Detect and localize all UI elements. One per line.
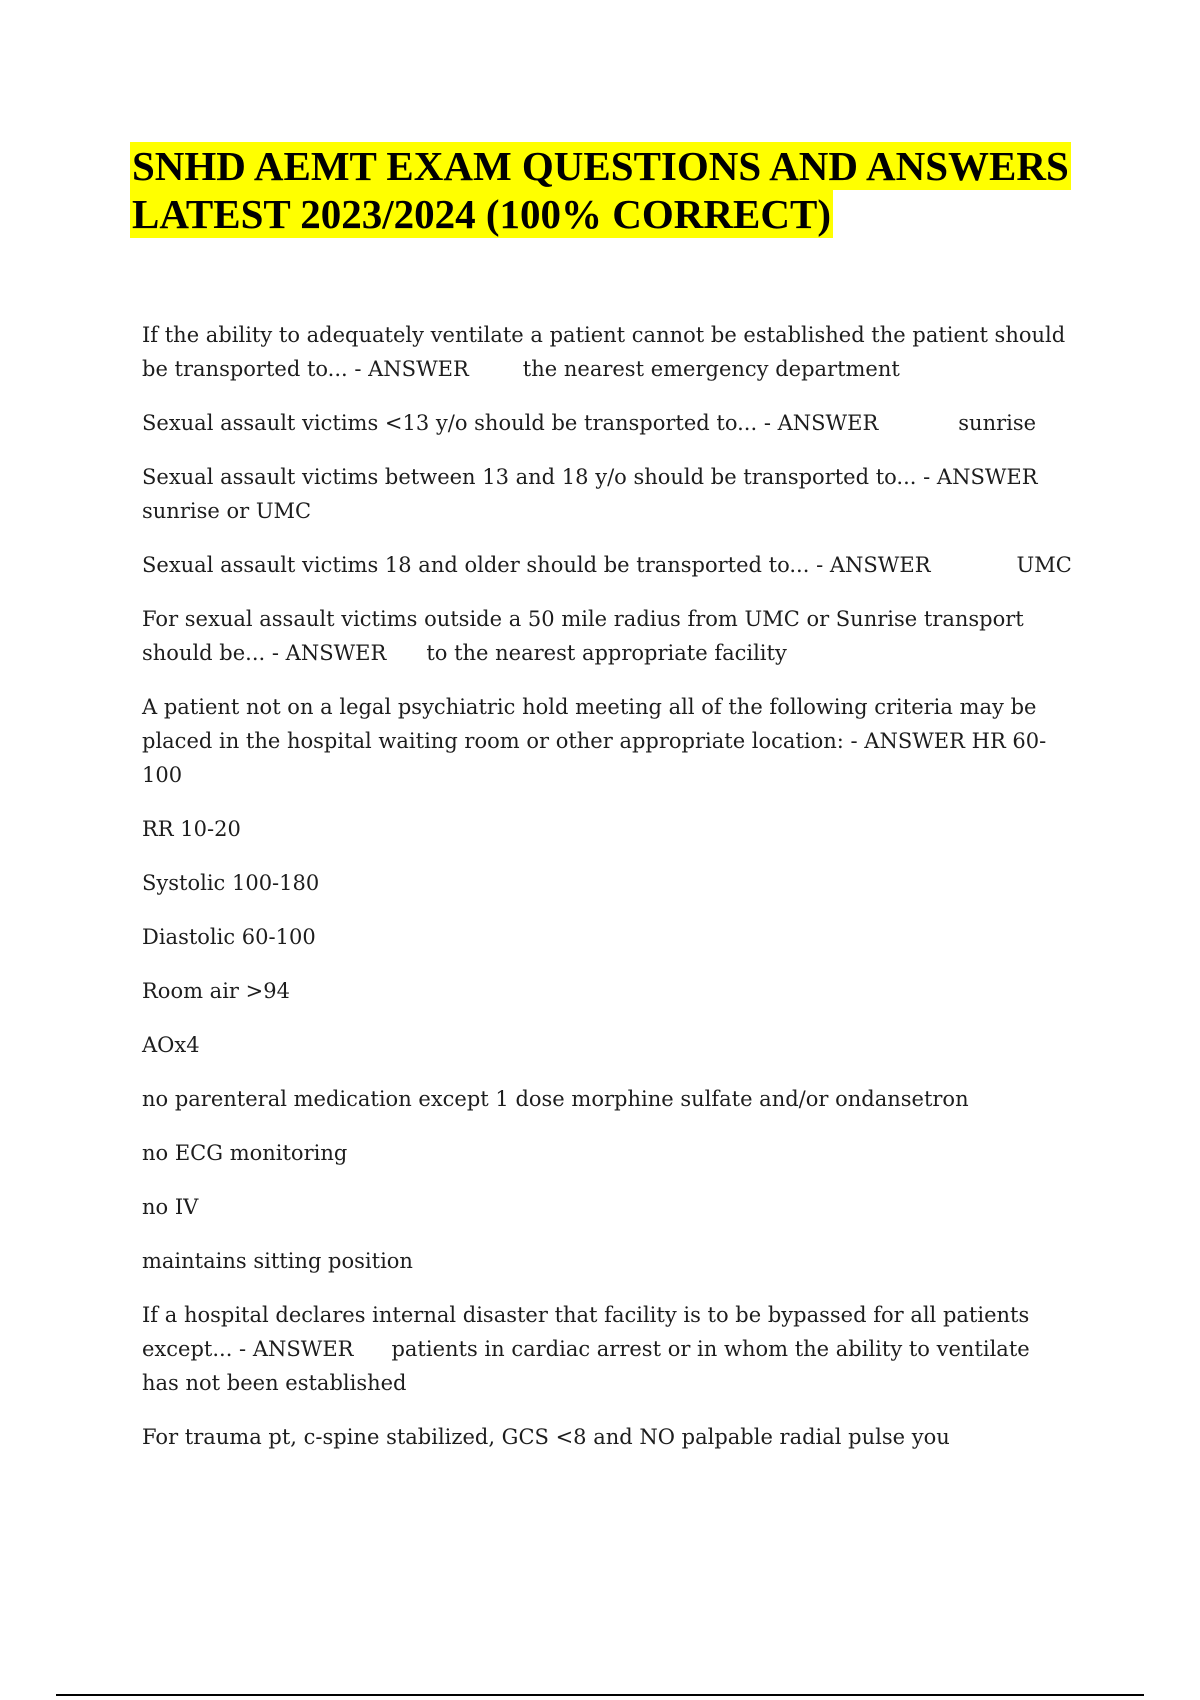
footer-rule [56,1694,1144,1696]
question-text: Sexual assault victims <13 y/o should be transported to... - ANSWER [142,411,879,435]
trailing-question: For trauma pt, c-spine stabilized, GCS <8 and NO palpable radial pulse you [142,1425,950,1449]
answer-text: UMC [1016,553,1072,577]
question-text: A patient not on a legal psychiatric hold meeting all of the following criteria may be placed in the hospital waiting room or other appropriate location: - ANSWER [142,695,1037,753]
answer-text: patients in cardiac arrest or in whom the ability to ventilate has not been established [142,1337,1030,1395]
question-text: Sexual assault victims between 13 and 18 y/o should be transported to... - ANSWER [142,465,1038,489]
qa-item [142,318,1072,386]
criteria-item: no ECG monitoring [142,1141,348,1165]
question-text: If the ability to adequately ventilate a patient cannot be established the patient should be transported to... - ANSWER [142,323,1066,381]
criteria-item: Diastolic 60-100 [142,925,316,949]
criteria-item: no parenteral medication except 1 dose morphine sulfate and/or ondansetron [142,1087,969,1111]
answer-text: to the nearest appropriate facility [426,641,787,665]
title-line-2: LATEST 2023/2024 (100% CORRECT) [132,191,831,237]
criteria-item: Room air >94 [142,979,290,1003]
qa-item [142,602,1072,670]
qa-item [142,1298,1072,1400]
criteria-item: RR 10-20 [142,817,241,841]
qa-content [142,318,1072,1474]
criteria-item: no IV [142,1195,199,1219]
answer-text: sunrise [958,411,1037,435]
question-text: For sexual assault victims outside a 50 mile radius from UMC or Sunrise transport should be... - ANSWER [142,607,1024,665]
document-title [130,142,1170,238]
question-text: If a hospital declares internal disaster that facility is to be bypassed for all patients except... - ANSWER [142,1303,1030,1361]
qa-item [142,548,1072,582]
criteria-item: Systolic 100-180 [142,871,320,895]
answer-text: the nearest emergency department [522,357,900,381]
question-text: Sexual assault victims 18 and older should be transported to... - ANSWER [142,553,931,577]
qa-item [142,690,1072,792]
answer-text: sunrise or UMC [142,499,312,523]
qa-item [142,460,1072,528]
answer-text: HR 60-100 [142,729,1047,787]
qa-item [142,406,1072,440]
criteria-item: AOx4 [142,1033,200,1057]
title-line-1: SNHD AEMT EXAM QUESTIONS AND ANSWERS [132,143,1069,189]
criteria-item: maintains sitting position [142,1249,413,1273]
